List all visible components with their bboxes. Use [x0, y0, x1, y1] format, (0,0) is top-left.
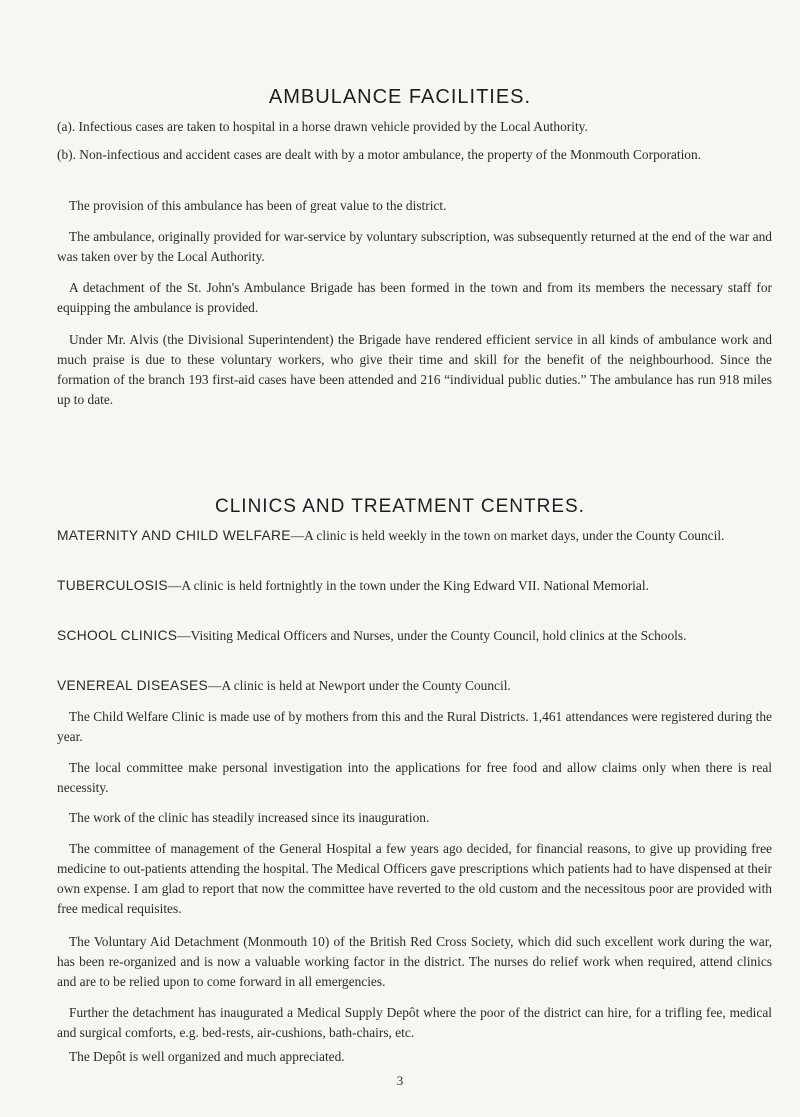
page-number: 3 — [396, 1073, 404, 1088]
clinic-maternity-text: —A clinic is held weekly in the town on market days, under the County Council. — [290, 528, 725, 543]
clinics-paragraph-4: The committee of management of the General Hospital a few years ago decided, for financial reasons, to give up providing free medicine to out-patients attending the hospital. The Medical Officers gave prescriptions which patients had to have dispensed at their own expense. I am glad to report that now the committee have reverted to the old custom and the necessitous poor are provided with free medical requisites. — [57, 841, 772, 916]
ambulance-paragraph-1: The provision of this ambulance has been of great value to the district. — [69, 198, 447, 213]
clinics-paragraph-1: The Child Welfare Clinic is made use of by mothers from this and the Rural Districts. 1,461 attendances were registered during the year. — [57, 709, 772, 744]
ambulance-paragraph-4: Under Mr. Alvis (the Divisional Superintendent) the Brigade have rendered efficient service in all kinds of ambulance work and much praise is due to these voluntary workers, who give their time and skill for the benefit of the neighbourhood. Since the formation of the branch 193 first-aid cases have been attended and 216 “individual public duties.” The ambulance has run 918 miles up to date. — [57, 332, 772, 407]
section-title-clinics: CLINICS AND TREATMENT CENTRES. — [215, 496, 585, 517]
section-title-ambulance: AMBULANCE FACILITIES. — [268, 86, 532, 108]
ambulance-paragraph-3: A detachment of the St. John's Ambulance Brigade has been formed in the town and from its members the necessary staff for equipping the ambulance is provided. — [57, 280, 772, 315]
clinic-tuberculosis — [57, 576, 794, 596]
clinic-venereal-text: —A clinic is held at Newport under the County Council. — [208, 678, 511, 693]
clinic-venereal — [57, 676, 794, 696]
clinic-tuberculosis-heading: TUBERCULOSIS — [57, 578, 168, 593]
clinics-paragraph-2: The local committee make personal investigation into the applications for free food and allow claims only when there is real necessity. — [57, 760, 772, 795]
clinic-school — [57, 626, 794, 646]
clinic-school-heading: SCHOOL CLINICS — [57, 628, 178, 643]
clinics-paragraph-6: Further the detachment has inaugurated a Medical Supply Depôt where the poor of the district can hire, for a trifling fee, medical and surgical comforts, e.g. bed-rests, air-cushions, bath-chairs, etc. — [57, 1005, 772, 1040]
clinic-tuberculosis-text: —A clinic is held fortnightly in the town under the King Edward VII. National Memorial. — [167, 578, 649, 593]
clinic-maternity-heading: MATERNITY AND CHILD WELFARE — [57, 528, 291, 543]
clinics-paragraph-5: The Voluntary Aid Detachment (Monmouth 10) of the British Red Cross Society, which did such excellent work during the war, has been re-organized and is now a valuable working factor in the district. The nurses do relief work when required, attend clinics and are to be relied upon to come forward in all emergencies. — [57, 934, 772, 989]
clinics-paragraph-3: The work of the clinic has steadily increased since its inauguration. — [69, 810, 430, 825]
clinic-venereal-heading: VENEREAL DISEASES — [57, 678, 209, 693]
ambulance-item-a: (a). Infectious cases are taken to hospital in a horse drawn vehicle provided by the Local Authority. — [57, 119, 588, 134]
clinics-paragraph-7: The Depôt is well organized and much appreciated. — [69, 1049, 345, 1064]
clinic-maternity — [57, 526, 794, 546]
ambulance-item-b: (b). Non-infectious and accident cases are dealt with by a motor ambulance, the property of the Monmouth Corporation. — [57, 147, 702, 162]
clinic-school-text: —Visiting Medical Officers and Nurses, under the County Council, hold clinics at the Schools. — [177, 628, 687, 643]
ambulance-paragraph-2: The ambulance, originally provided for war-service by voluntary subscription, was subsequently returned at the end of the war and was taken over by the Local Authority. — [57, 229, 772, 264]
